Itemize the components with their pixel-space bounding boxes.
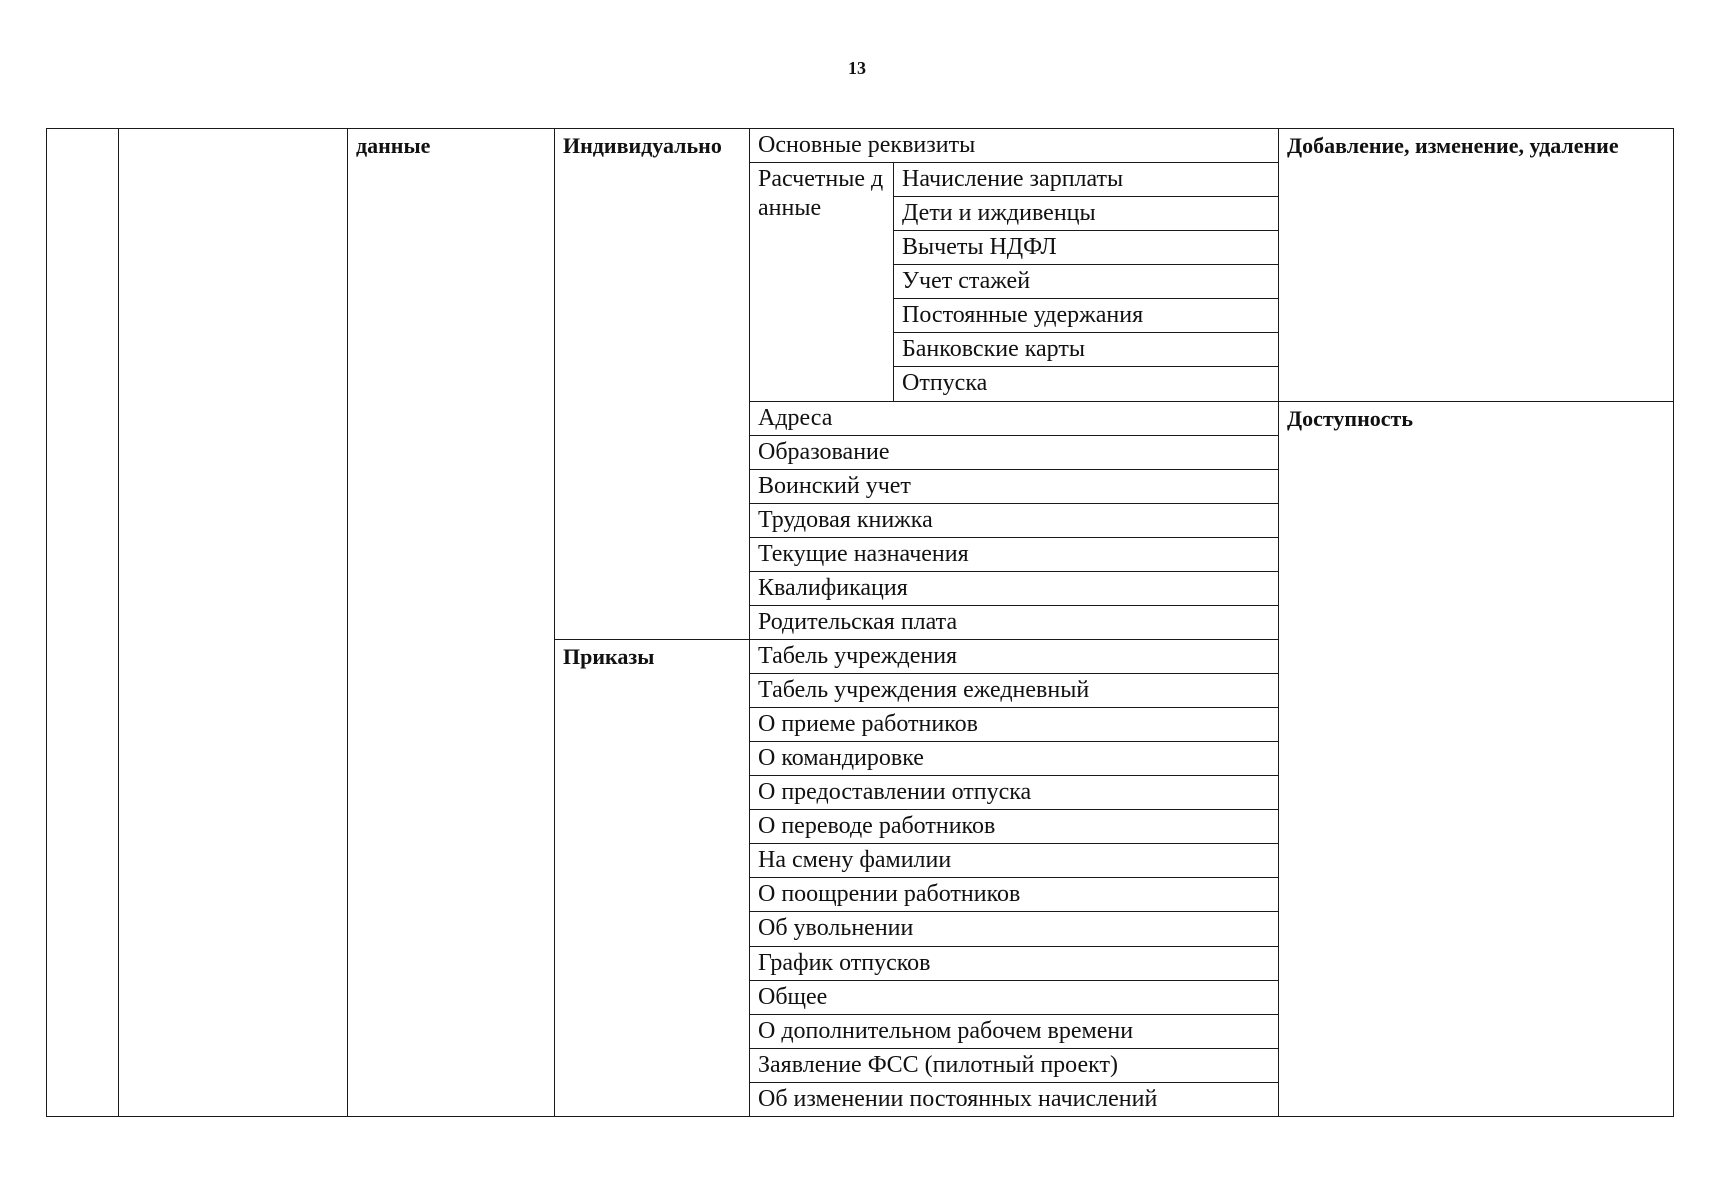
order-item: Табель учреждения [750,639,1279,673]
individual-item: Квалификация [750,571,1279,605]
calc-data-cell: Расчетные данные [750,163,894,401]
rights-edit-cell: Добавление, изменение, удаление [1279,129,1674,402]
rights-table [46,128,1674,1117]
order-item: Об увольнении [750,912,1279,946]
calc-item: Отпуска [894,367,1279,401]
group-orders-cell: Приказы [555,639,750,1116]
main-requisites-cell: Основные реквизиты [750,129,1279,163]
order-item: О командировке [750,742,1279,776]
individual-item: Воинский учет [750,469,1279,503]
order-item: Табель учреждения ежедневный [750,674,1279,708]
calc-item: Вычеты НДФЛ [894,231,1279,265]
order-item: Общее [750,980,1279,1014]
calc-item: Постоянные удержания [894,299,1279,333]
group-individual-cell: Индивидуально [555,129,750,640]
individual-item: Трудовая книжка [750,503,1279,537]
order-item: О приеме работников [750,708,1279,742]
rights-access-cell: Доступность [1279,401,1674,1117]
calc-item: Дети и иждивенцы [894,197,1279,231]
individual-item: Текущие назначения [750,537,1279,571]
individual-item: Образование [750,435,1279,469]
order-item: График отпусков [750,946,1279,980]
individual-item: Родительская плата [750,605,1279,639]
empty-column-1 [47,129,119,1117]
order-item: Об изменении постоянных начислений [750,1082,1279,1116]
order-item: О переводе работников [750,810,1279,844]
order-item: На смену фамилии [750,844,1279,878]
calc-item: Начисление зарплаты [894,163,1279,197]
order-item: Заявление ФСС (пилотный проект) [750,1048,1279,1082]
order-item: О поощрении работников [750,878,1279,912]
calc-item: Банковские карты [894,333,1279,367]
calc-item: Учет стажей [894,265,1279,299]
page-number: 13 [848,58,866,78]
order-item: О дополнительном рабочем времени [750,1014,1279,1048]
individual-item: Адреса [750,401,1279,435]
order-item: О предоставлении отпуска [750,776,1279,810]
section-cell: данные [348,129,555,1117]
empty-column-2 [119,129,348,1117]
